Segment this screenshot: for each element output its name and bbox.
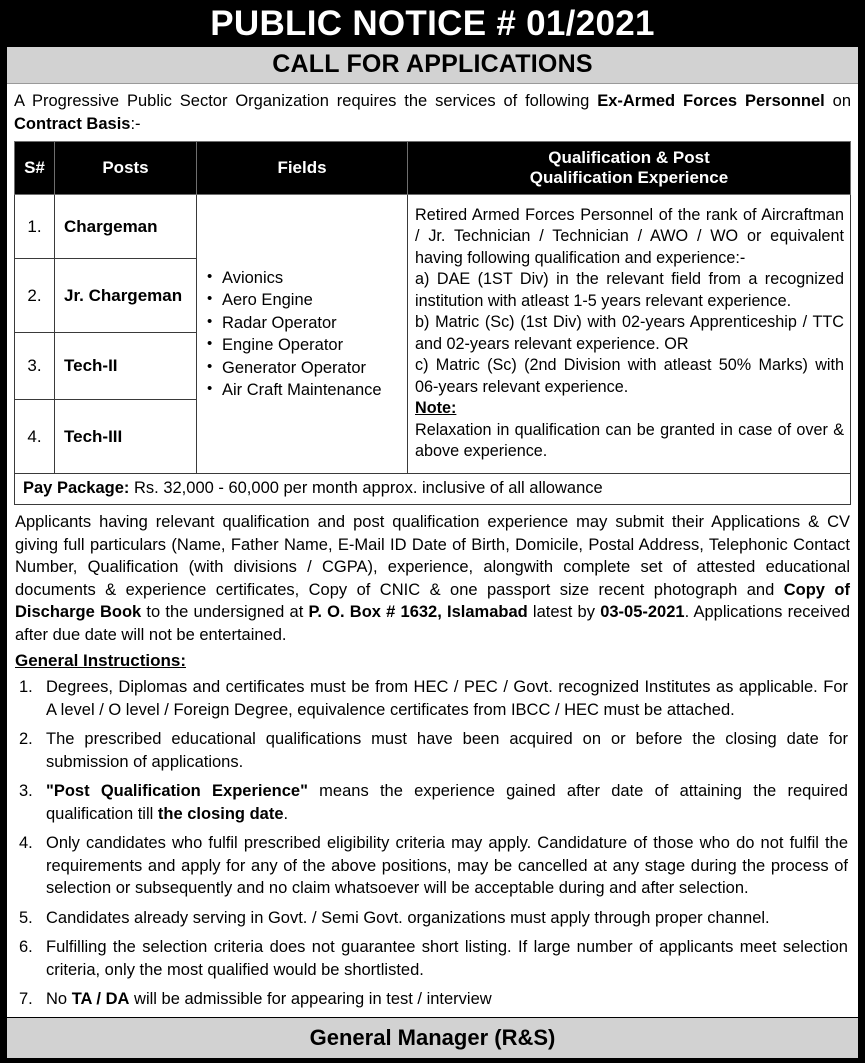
list-item [15, 780, 848, 825]
application-bold-discharge-book: Copy of Discharge Book [15, 580, 850, 621]
item-text-end: will be admissible for appearing in test / interview [129, 990, 492, 1008]
application-text-4: . Applications received after due date will not be entertained. [15, 603, 850, 644]
list-item [15, 936, 848, 981]
row-post: Tech-II [55, 333, 197, 400]
list-item [15, 988, 848, 1011]
th-qualification [408, 142, 851, 195]
item-text: Fulfilling the selection criteria does not guarantee short listing. If large number of applicants meet selection criteria, only the most qualified would be shortlisted. [46, 938, 848, 979]
pay-package-row [15, 474, 851, 505]
list-item [15, 832, 848, 900]
intro-mid: on [824, 92, 851, 110]
pay-package-value: Rs. 32,000 - 60,000 per month approx. inclusive of all allowance [129, 479, 603, 497]
th-qualification-line1: Qualification & Post [548, 148, 710, 167]
item-number: 4. [19, 834, 33, 852]
item-text: means the experience gained after date of attaining the required qualification till [46, 782, 848, 823]
fields-cell [197, 195, 408, 474]
item-text: No [46, 990, 72, 1008]
row-serial: 3. [15, 333, 55, 400]
general-instructions-heading: General Instructions: [15, 651, 186, 670]
qualification-item-c: c) Matric (Sc) (2nd Division with atleast 50% Marks) with 06-years relevant experience. [415, 356, 844, 396]
table-body [15, 195, 851, 505]
general-instructions-list [7, 673, 858, 1015]
item-number: 1. [19, 678, 33, 696]
item-text-end: . [283, 804, 289, 823]
qualification-intro: Retired Armed Forces Personnel of the rank of Aircraftman / Jr. Technician / Technician / AWO / WO or equivalent having following qualification and experience:- [415, 205, 844, 267]
item-number: 2. [19, 730, 33, 748]
item-text: The prescribed educational qualifications must have been acquired on or before the closing date for submission of applications. [46, 730, 848, 771]
application-bold-deadline: 03-05-2021 [600, 603, 685, 621]
th-posts: Posts [55, 142, 197, 195]
application-bold-po-box: P. O. Box # 1632, Islamabad [308, 603, 528, 621]
application-text-2: to the undersigned at [141, 603, 309, 621]
list-item: • Aero Engine [207, 289, 405, 312]
posts-table [14, 141, 851, 505]
table-row [15, 195, 851, 259]
intro-prefix: A Progressive Public Sector Organization requires the services of following [14, 92, 598, 110]
th-fields: Fields [197, 142, 408, 195]
table-header [15, 142, 851, 195]
application-text-3: latest by [527, 603, 601, 621]
item-number: 3. [19, 782, 33, 800]
notice-title: PUBLIC NOTICE # 01/2021 [7, 2, 858, 47]
table-header-row [15, 142, 851, 195]
qualification-note-text: Relaxation in qualification can be granted in case of over & above experience. [415, 420, 844, 460]
item-number: 5. [19, 908, 33, 927]
qualification-note-label: Note: [415, 399, 457, 417]
intro-bold-ex-armed-forces: Ex-Armed Forces Personnel [597, 92, 825, 110]
list-item: • Engine Operator [207, 334, 405, 357]
list-item [15, 728, 848, 773]
intro-paragraph [7, 84, 858, 141]
item-text: Only candidates who fulfil prescribed eligibility criteria may apply. Candidature of those who do not fulfil the requirements and apply for any of the above positions, may be cancelled at any stage during the process of selection or subsequently and no claim whatsoever will be acceptable during and after selection. [46, 834, 848, 897]
item-text: Degrees, Diplomas and certificates must be from HEC / PEC / Govt. recognized Institutes as applicable. For A level / O level / Foreign Degree, equivalence certificates from IBCC / HEC must be attached. [46, 678, 848, 719]
item-text: Candidates already serving in Govt. / Semi Govt. organizations must apply through proper channel. [46, 908, 770, 927]
application-paragraph [7, 505, 858, 648]
item-bold-ta-da: TA / DA [71, 990, 130, 1008]
signatory-footer: General Manager (R&S) [7, 1017, 858, 1058]
list-item [15, 907, 848, 930]
list-item: • Radar Operator [207, 312, 405, 335]
intro-suffix: :- [130, 115, 141, 133]
row-post: Chargeman [55, 195, 197, 259]
application-text-1: Applicants having relevant qualification and post qualification experience may submit their Applications & CV giving full particulars (Name, Father Name, E-Mail ID Date of Birth, Domicile, Postal Address, Telephonic Contact Number, Qualification (with divisions / CGPA), experience, alongwith complete set of attested educational documents & experience certificates, Copy of CNIC & one passport size recent photograph and [15, 513, 850, 599]
row-post: Tech-III [55, 400, 197, 474]
row-serial: 2. [15, 259, 55, 333]
pay-package-cell [15, 474, 851, 505]
intro-bold-contract-basis: Contract Basis [14, 115, 131, 133]
item-bold-closing-date: the closing date [157, 804, 284, 823]
fields-list [207, 267, 405, 402]
qualification-cell [408, 195, 851, 474]
list-item [15, 676, 848, 721]
pay-package-label: Pay Package: [23, 479, 130, 497]
item-number: 7. [19, 990, 33, 1008]
qualification-item-b: b) Matric (Sc) (1st Div) with 02-years Apprenticeship / TTC and 02-years relevant experience. OR [415, 313, 844, 353]
posts-table-wrapper [7, 141, 858, 505]
list-item: • Generator Operator [207, 357, 405, 380]
list-item: • Air Craft Maintenance [207, 379, 405, 402]
th-serial: S# [15, 142, 55, 195]
list-item: • Avionics [207, 267, 405, 290]
row-post: Jr. Chargeman [55, 259, 197, 333]
row-serial: 1. [15, 195, 55, 259]
notice-subtitle: CALL FOR APPLICATIONS [7, 47, 858, 84]
th-qualification-line2: Qualification Experience [529, 168, 729, 187]
item-number: 6. [19, 938, 33, 956]
item-bold-pqe: "Post Qualification Experience" [46, 782, 308, 800]
row-serial: 4. [15, 400, 55, 474]
qualification-item-a: a) DAE (1ST Div) in the relevant field from a recognized institution with atleast 1-5 years relevant experience. [415, 270, 844, 310]
